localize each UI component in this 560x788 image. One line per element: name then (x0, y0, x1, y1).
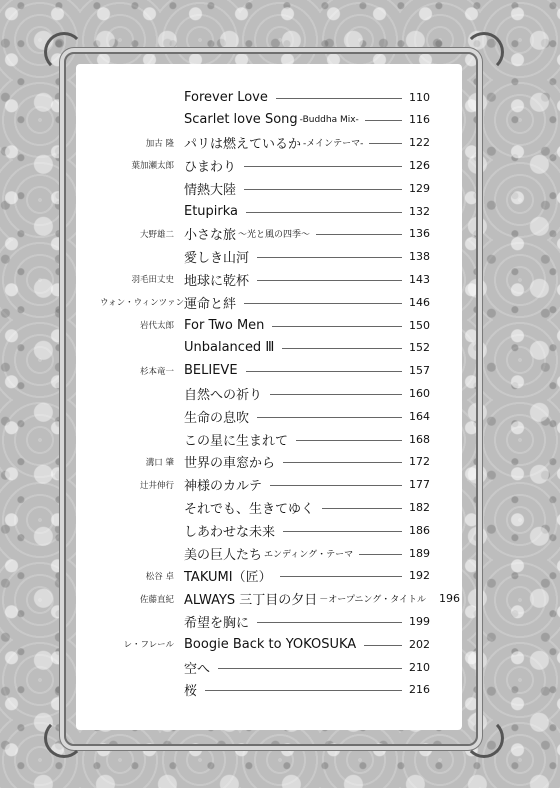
leader-line (257, 417, 402, 418)
song-subtitle: エンディング・テーマ (264, 549, 354, 560)
leader-line (283, 462, 402, 463)
toc-entry[interactable] (100, 291, 430, 313)
leader-line (316, 234, 402, 235)
song-title: 情熱大陸 (184, 182, 237, 198)
toc-entry[interactable] (100, 656, 430, 678)
page-number: 138 (409, 250, 430, 264)
toc-entry[interactable] (100, 109, 430, 131)
page-number: 182 (409, 500, 430, 514)
page-number: 186 (409, 523, 430, 537)
page-number: 116 (409, 113, 430, 127)
song-title: この星に生まれて (184, 433, 289, 449)
composer-name: レ・フレール (123, 640, 174, 651)
song-subtitle: ～光と風の四季～ (238, 230, 311, 241)
toc-entry[interactable] (100, 200, 430, 222)
leader-line (270, 485, 402, 486)
page-number: 136 (409, 227, 430, 241)
leader-line (244, 189, 402, 190)
toc-entry[interactable] (100, 86, 430, 108)
composer-name: 溝口 肇 (145, 457, 174, 468)
leader-line (257, 280, 402, 281)
toc-entry[interactable] (100, 132, 430, 154)
leader-line (244, 166, 402, 167)
toc-entry[interactable] (100, 474, 430, 496)
composer-name: 辻井伸行 (139, 480, 174, 491)
song-title: BELIEVE (184, 363, 238, 379)
toc-entry[interactable] (100, 519, 430, 541)
song-title: 神様のカルテ (184, 479, 263, 495)
composer-name: 岩代太郎 (139, 321, 174, 331)
toc-entry[interactable] (100, 154, 430, 176)
song-title: それでも、生きてゆく (184, 501, 315, 517)
page-number: 202 (409, 637, 430, 651)
composer-name: 羽毛田丈史 (131, 275, 174, 286)
leader-line (218, 668, 402, 669)
page-number: 157 (409, 364, 430, 378)
song-subtitle: -メインテーマ- (303, 139, 364, 150)
leader-line (283, 531, 402, 532)
song-title: 世界の車窓から (184, 456, 276, 472)
song-title: 小さな旅 (184, 228, 237, 244)
song-title: Forever Love (184, 89, 268, 105)
song-title: 愛しき山河 (184, 251, 250, 267)
toc-entry[interactable] (100, 542, 430, 564)
toc-entry[interactable] (100, 382, 430, 404)
composer-name: 大野雄二 (139, 229, 174, 240)
song-title: 生命の息吹 (184, 410, 250, 426)
page-number: 210 (409, 660, 430, 674)
page-number: 110 (409, 90, 430, 104)
leader-line (369, 143, 402, 144)
leader-line (282, 348, 402, 349)
song-title: 美の巨人たち (184, 547, 263, 563)
toc-entry[interactable] (100, 610, 430, 632)
toc-entry[interactable] (100, 496, 430, 518)
page-number: 160 (409, 386, 430, 400)
toc-entry[interactable] (100, 451, 430, 473)
page-number: 196 (439, 592, 461, 606)
page-number: 152 (409, 341, 430, 355)
leader-line (322, 508, 402, 509)
composer-name: 葉加瀬太郎 (131, 161, 174, 172)
page-number: 146 (409, 295, 430, 309)
leader-line (272, 326, 402, 327)
page-number: 189 (409, 546, 430, 560)
page-number: 129 (409, 181, 430, 195)
leader-line (276, 98, 402, 99)
song-title: Unbalanced Ⅲ (184, 340, 275, 356)
toc-entry[interactable] (100, 223, 430, 245)
song-title: For Two Men (184, 317, 265, 333)
song-title: 空へ (184, 661, 211, 677)
song-title: 地球に乾杯 (184, 273, 250, 289)
toc-entry[interactable] (100, 405, 430, 427)
leader-line (244, 303, 402, 304)
song-title: しあわせな未来 (184, 524, 276, 540)
page-number: 164 (409, 409, 430, 423)
page-number: 132 (409, 204, 430, 218)
toc-entry[interactable] (100, 565, 430, 587)
toc-entry[interactable] (100, 633, 430, 655)
toc-entry[interactable] (100, 337, 430, 359)
page-number: 216 (409, 683, 430, 697)
leader-line (270, 394, 402, 395)
leader-line (257, 622, 402, 623)
page-number: 126 (409, 158, 430, 172)
song-title: 運命と絆 (184, 296, 237, 312)
song-subtitle: -Buddha Mix- (299, 114, 359, 125)
toc-entry[interactable] (100, 360, 430, 382)
page-number: 168 (409, 432, 430, 446)
song-subtitle: －オープニング・タイトル (319, 595, 427, 606)
page-number: 122 (409, 136, 430, 150)
toc-entry[interactable] (100, 428, 430, 450)
leader-line (364, 645, 402, 646)
page-number: 199 (409, 614, 430, 628)
song-title: 自然への祈り (184, 387, 263, 403)
leader-line (280, 576, 402, 577)
composer-name: 佐藤直紀 (139, 594, 174, 605)
composer-name: ウォン・ウィンツァン (100, 298, 185, 309)
song-title: ひまわり (184, 159, 237, 175)
song-title: ALWAYS 三丁目の夕日 (184, 593, 318, 609)
song-title: Etupirka (184, 203, 239, 219)
composer-name: 松谷 卓 (145, 571, 174, 582)
toc-entry[interactable] (100, 246, 430, 268)
page-number: 172 (409, 455, 430, 469)
composer-name: 杉本竜一 (139, 366, 174, 377)
leader-line (205, 690, 402, 691)
toc-entry[interactable] (100, 314, 430, 336)
leader-line (365, 120, 402, 121)
leader-line (257, 257, 402, 258)
leader-line (246, 371, 402, 372)
song-title: TAKUMI（匠） (184, 570, 272, 586)
song-title: Scarlet love Song (184, 112, 298, 128)
composer-name: 加古 隆 (145, 138, 174, 149)
song-title: 希望を胸に (184, 615, 250, 631)
toc-entry[interactable] (100, 268, 430, 290)
song-title: 桜 (184, 684, 198, 700)
leader-line (296, 440, 402, 441)
leader-line (246, 212, 402, 213)
leader-line (359, 554, 402, 555)
toc-entry[interactable] (100, 679, 430, 701)
song-title: Boogie Back to YOKOSUKA (184, 636, 357, 652)
toc-entry[interactable] (100, 177, 430, 199)
page-number: 150 (409, 318, 430, 332)
page-number: 192 (409, 569, 430, 583)
song-title: パリは燃えているか (184, 137, 302, 153)
toc-entry[interactable] (100, 588, 461, 610)
page-number: 177 (409, 478, 430, 492)
page-number: 143 (409, 272, 430, 286)
